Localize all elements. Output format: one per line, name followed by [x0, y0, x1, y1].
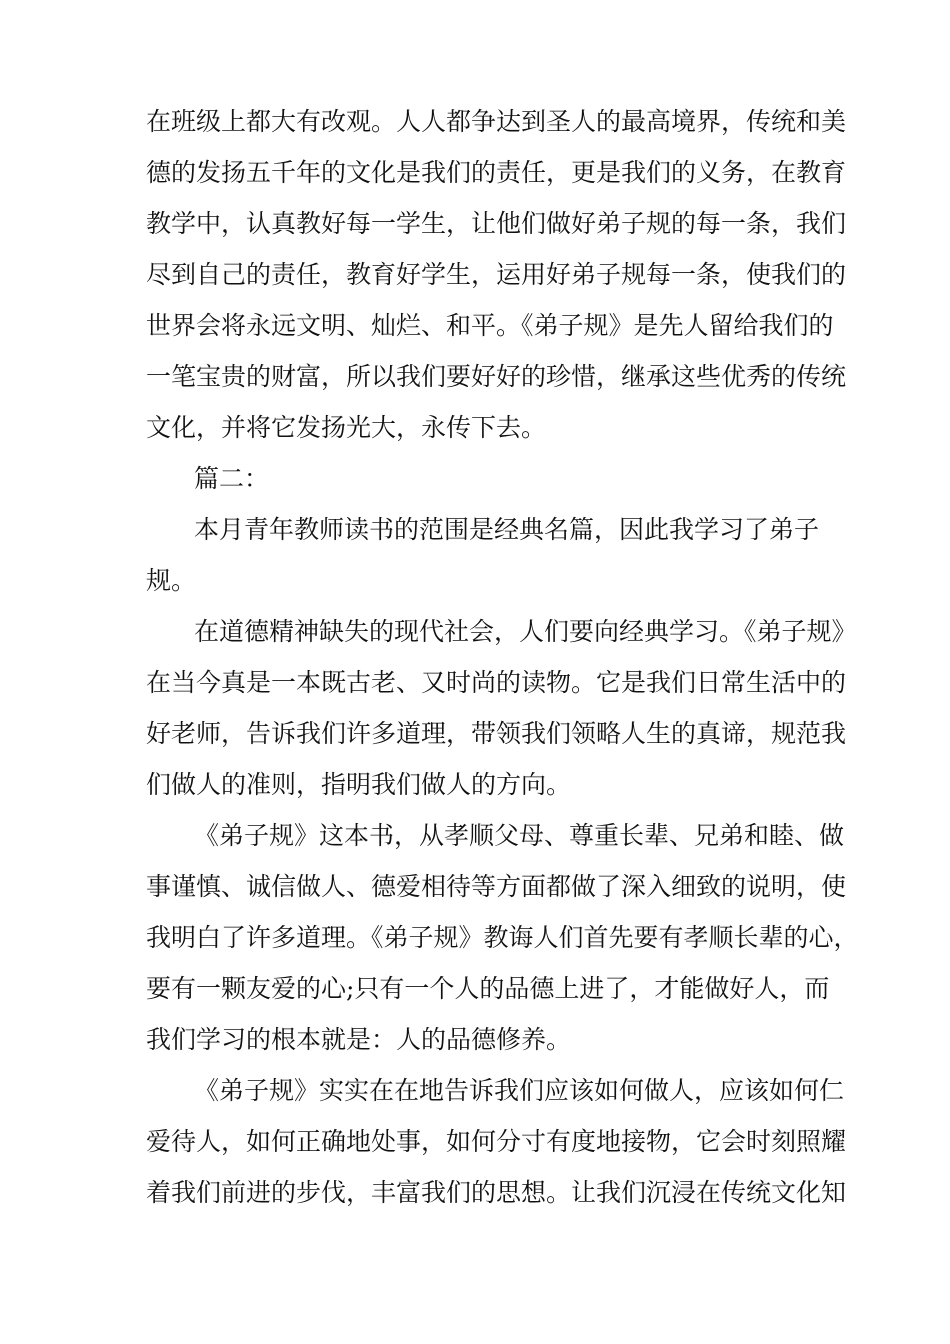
text-line: 尽到自己的责任，教育好学生，运用好弟子规每一条，使我们的 [146, 260, 847, 289]
paragraph [146, 810, 859, 1065]
text-line: 在当今真是一本既古老、又时尚的读物。它是我们日常生活中的 [146, 668, 847, 697]
text-line: 我们学习的根本就是：人的品德修养。 [146, 1025, 572, 1054]
document-body [146, 96, 859, 1218]
section-heading-text: 篇二： [194, 464, 270, 493]
text-line: 德的发扬五千年的文化是我们的责任，更是我们的义务，在教育 [146, 158, 847, 187]
paragraph [146, 504, 818, 606]
text-line: 文化，并将它发扬光大，永传下去。 [146, 413, 547, 442]
text-line: 在道德精神缺失的现代社会，人们要向经典学习。《弟子规》 [194, 617, 857, 646]
paragraph [146, 96, 847, 453]
text-line: 事谨慎、诚信做人、德爱相待等方面都做了深入细致的说明，使 [146, 872, 847, 901]
text-line: 世界会将永远文明、灿烂、和平。《弟子规》是先人留给我们的 [146, 311, 834, 340]
text-line: 着我们前进的步伐，丰富我们的思想。让我们沉浸在传统文化知 [146, 1178, 847, 1207]
text-line: 好老师，告诉我们许多道理，带领我们领略人生的真谛，规范我 [146, 719, 847, 748]
text-line: 《弟子规》实实在在地告诉我们应该如何做人，应该如何仁 [194, 1076, 845, 1105]
paragraph [146, 606, 857, 810]
text-line: 爱待人，如何正确地处事，如何分寸有度地接物，它会时刻照耀 [146, 1127, 847, 1156]
section-heading [146, 453, 818, 504]
paragraph [146, 1065, 847, 1218]
text-line: 要有一颗友爱的心;只有一个人的品德上进了，才能做好人，而 [146, 974, 830, 1003]
text-line: 教学中，认真教好每一学生，让他们做好弟子规的每一条，我们 [146, 209, 847, 238]
text-line: 规。 [146, 566, 197, 595]
text-line: 本月青年教师读书的范围是经典名篇，因此我学习了弟子 [194, 515, 820, 544]
text-line: 在班级上都大有改观。人人都争达到圣人的最高境界，传统和美 [146, 107, 847, 136]
text-line: 《弟子规》这本书，从孝顺父母、尊重长辈、兄弟和睦、做 [194, 821, 845, 850]
text-line: 一笔宝贵的财富，所以我们要好好的珍惜，继承这些优秀的传统 [146, 362, 847, 391]
text-line: 我明白了许多道理。《弟子规》教诲人们首先要有孝顺长辈的心， [146, 923, 859, 952]
text-line: 们做人的准则，指明我们做人的方向。 [146, 770, 572, 799]
